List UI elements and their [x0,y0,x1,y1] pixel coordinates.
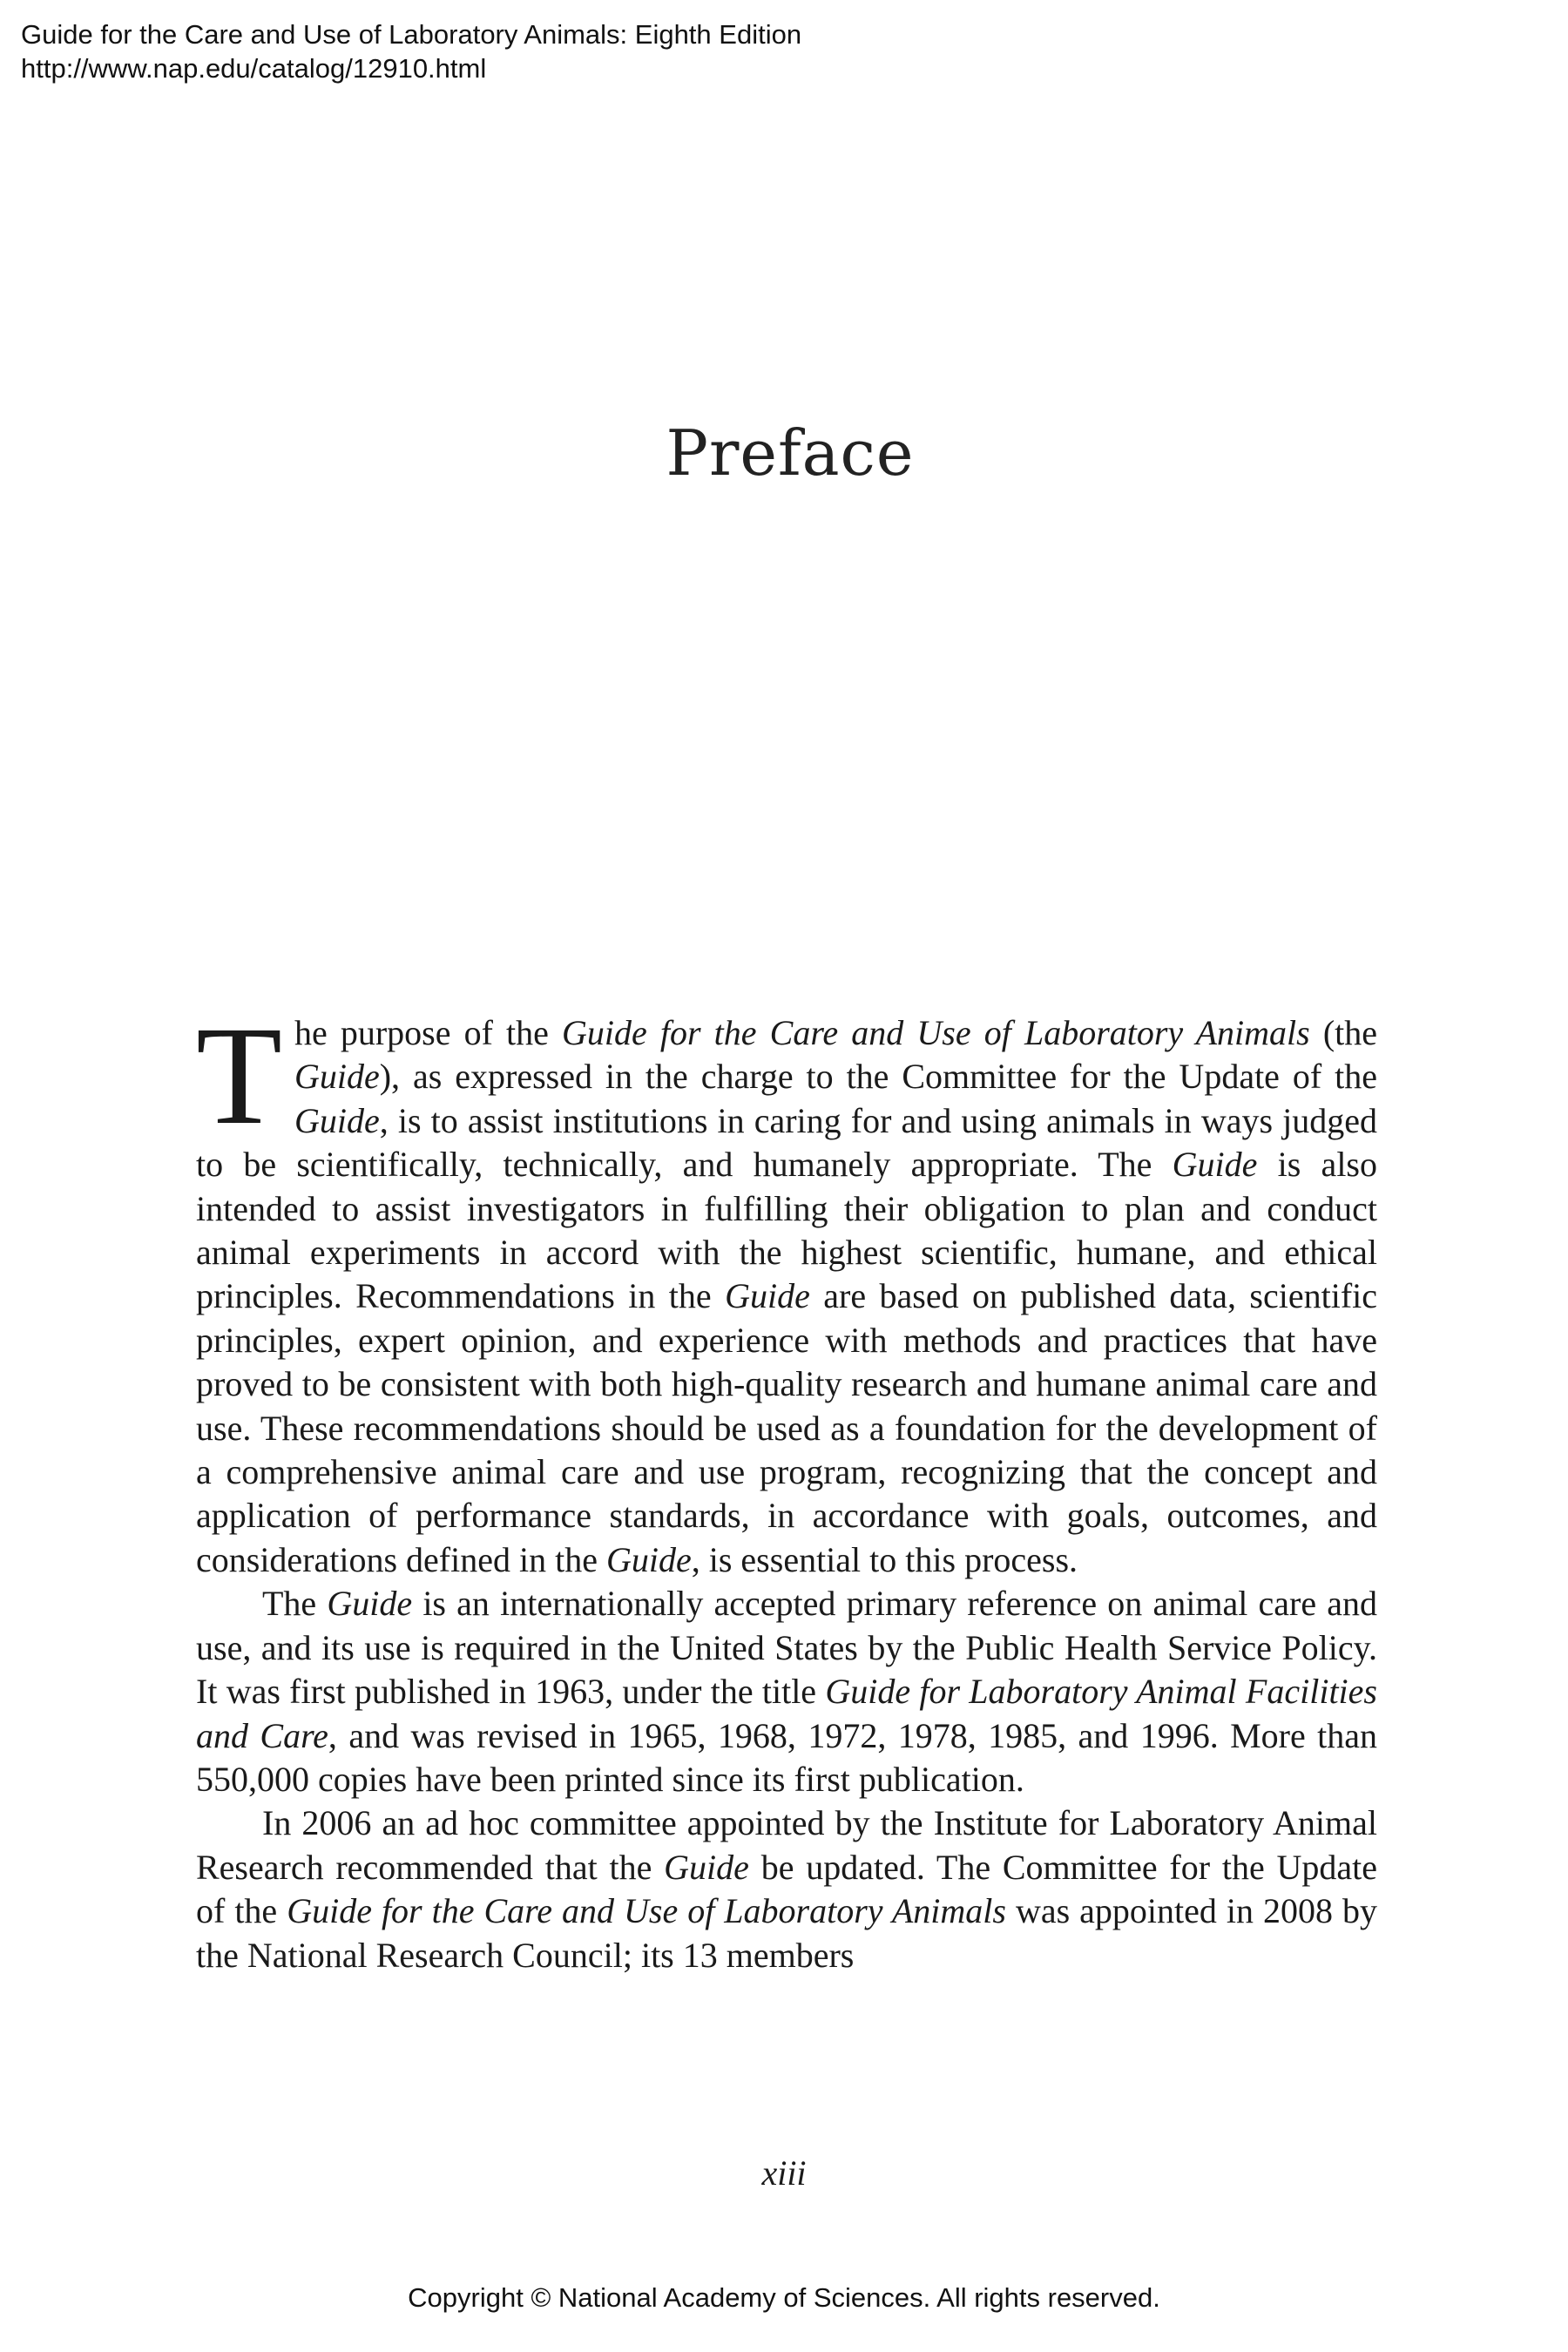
italic-text: Guide [294,1057,380,1097]
text-segment: , is essential to this process. [691,1539,1078,1579]
italic-text: Guide [327,1584,413,1624]
text-segment: are based on published data, scientific principles, expert opinion, and experience with methods and practices that have proved to be consistent with both high-quality research and humane animal care and use. These recommendations should be used as a foundation for the development of a comprehensive animal care and use program, recognizing that the concept and application of performance standards, in accordance with goals, outcomes, and considerations defined in the [196,1276,1378,1579]
text-segment: he purpose of the [294,1013,563,1052]
text-segment: ), as expressed in the charge to the Committee for the Update of the [379,1057,1377,1097]
text-segment: (the [1309,1013,1378,1052]
paragraph-1 [196,998,1378,1582]
text-segment: In 2006 an ad hoc committee appointed by the Institute for Laboratory Animal Research recommended that the [196,1803,1377,1887]
text-segment: is an internationally accepted primary reference on animal care and use, and its use is required in the United States by the Public Health Service Policy. It was first published in 1963, under the title [196,1584,1378,1712]
italic-text: Guide [1172,1145,1258,1185]
text-segment: , is to assist institutions in caring for and using animals in ways judged to be scientifically, technically, and humanely appropriate. The [196,1100,1377,1185]
paragraph-3 [196,1801,1377,1977]
page-title [0,416,1568,490]
page-title-text: Preface [666,416,915,490]
text-segment: The [262,1584,328,1624]
document-header [21,17,801,85]
italic-text: Guide [605,1539,692,1579]
italic-text: Guide [725,1276,810,1316]
italic-text: Guide for the Care and Use of Laboratory Animals [562,1013,1310,1052]
italic-text: Guide [664,1847,749,1887]
copyright-footer: Copyright © National Academy of Sciences. All rights reserved. [408,2282,1160,2313]
italic-text: Guide [294,1100,380,1140]
header-title: Guide for the Care and Use of Laboratory Animals: Eighth Edition [21,19,802,50]
text-segment: , and was revised in 1965, 1968, 1972, 1978, 1985, and 1996. More than 550,000 copies have been printed since its first publication. [196,1715,1378,1799]
text-segment: be updated. The Committee for the Update of the [196,1847,1378,1931]
body-text [196,998,1378,1977]
header-url: http://www.nap.edu/catalog/12910.html [21,53,487,84]
text-segment: was appointed in 2008 by the National Research Council; its 13 members [196,1891,1377,1975]
page-number: xiii [761,2153,807,2193]
text-segment: is also intended to assist investigators in fulfilling their obligation to plan and conduct animal experiments in accord with the highest scientific, humane, and ethical principles. Recommendations in the [196,1145,1377,1316]
paragraph-2 [196,1582,1377,1801]
drop-cap: T [196,998,282,1154]
italic-text: Guide for Laboratory Animal Facilities and Care [196,1672,1377,1755]
italic-text: Guide for the Care and Use of Laboratory Animals [287,1891,1006,1931]
